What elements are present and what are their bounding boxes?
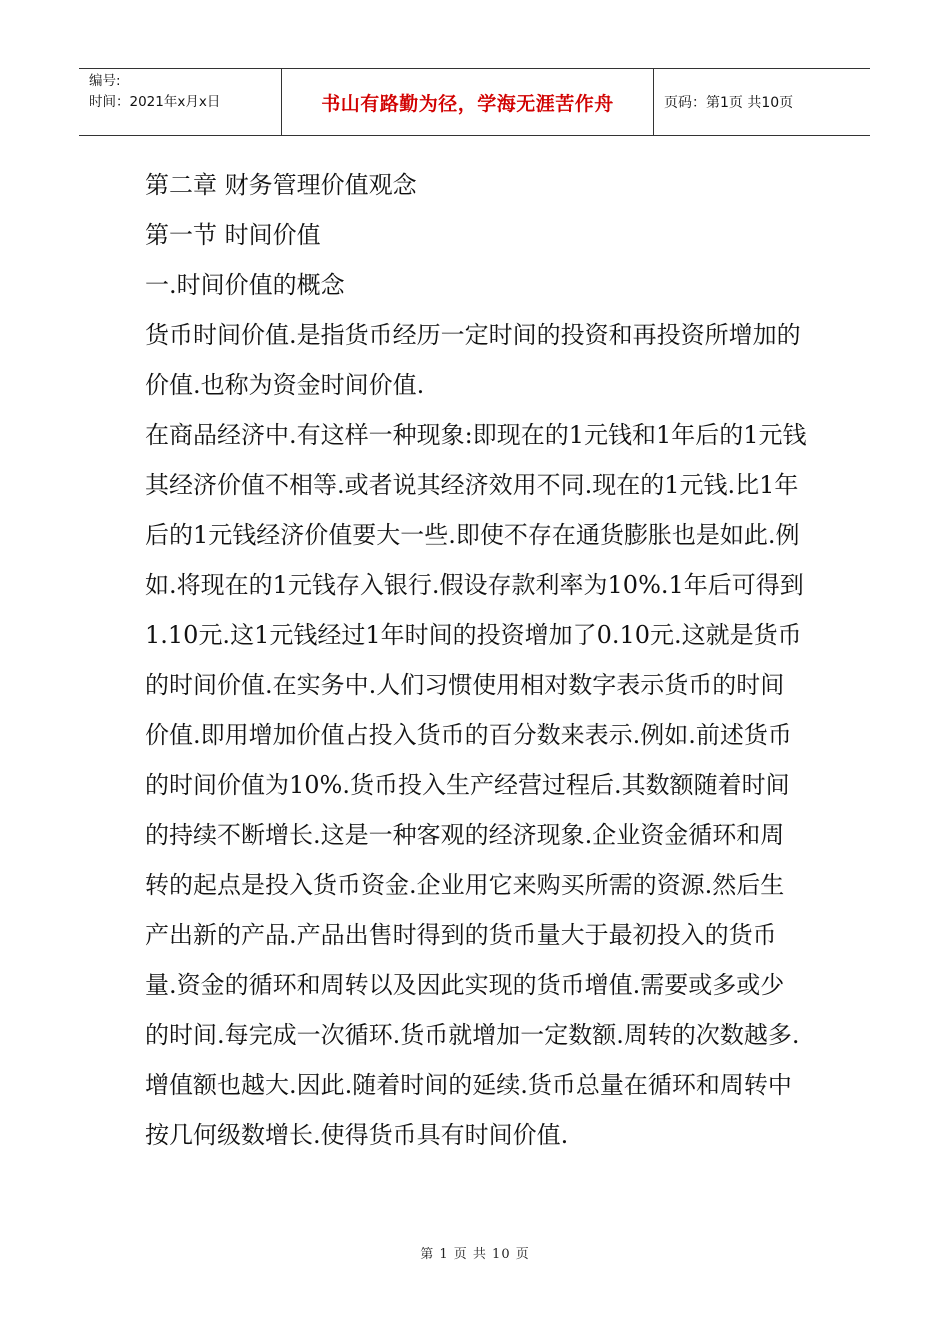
chapter-title: 第二章 财务管理价值观念: [145, 171, 417, 199]
section-title: 第一节 时间价值: [145, 221, 321, 249]
document-code-label: 编号:: [89, 73, 121, 89]
page-footer: 第 1 页 共 10 页: [420, 1247, 530, 1262]
subsection-title: 一.时间价值的概念: [145, 271, 345, 299]
header-meta: [79, 69, 281, 135]
paragraph: 在商品经济中.有这样一种现象:即现在的1元钱和1年后的1元钱其经济价值不相等.或者说其经济效用不同.现在的1元钱.比1年后的1元钱经济价值要大一些.即使不存在通货膨胀也是如此.例如.将现在的1元钱存入银行.假设存款利率为10%.1年后可得到1.10元.这1元钱经过1年时间的投资增加了0.10元.这就是货币的时间价值.在实务中.人们习惯使用相对数字表示货币的时间价值.即用增加价值占投入货币的百分数来表示.例如.前述货币的时间价值为10%.货币投入生产经营过程后.其数额随着时间的持续不断增长.这是一种客观的经济现象.企业资金循环和周转的起点是投入货币资金.企业用它来购买所需的资源.然后生产出新的产品.产品出售时得到的货币量大于最初投入的货币量.资金的循环和周转以及因此实现的货币增值.需要或多或少的时间.每完成一次循环.货币就增加一定数额.周转的次数越多.增值额也越大.因此.随着时间的延续.货币总量在循环和周转中按几何级数增长.使得货币具有时间价值.: [145, 421, 807, 1149]
paragraph: 货币时间价值.是指货币经历一定时间的投资和再投资所增加的价值.也称为资金时间价值.: [145, 321, 801, 399]
document-body: [145, 160, 807, 1160]
document-date: 时间：2021年x月x日: [89, 94, 221, 110]
page-header: [79, 68, 870, 136]
header-motto: 书山有路勤为径，学海无涯苦作舟: [281, 69, 654, 135]
header-page-number: 页码：第1页 共10页: [664, 95, 794, 111]
